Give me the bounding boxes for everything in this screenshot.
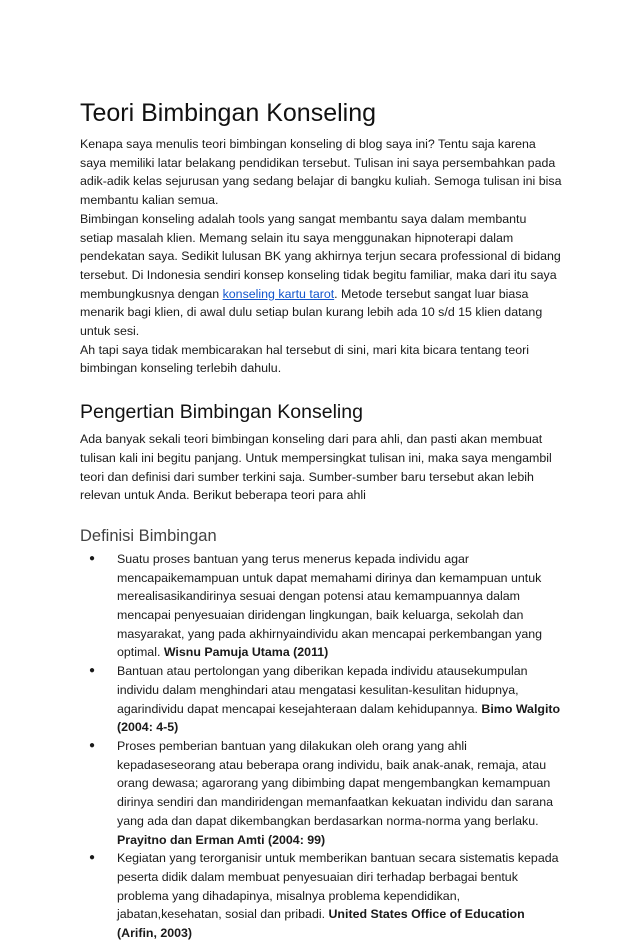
intro-paragraph-3: Ah tapi saya tidak membicarakan hal tersebut di sini, mari kita bicara tentang teori bimbingan konseling terlebih dahulu. — [80, 342, 530, 376]
definition-text: Bantuan atau pertolongan yang diberikan kepada individu atausekumpulan individu dalam menghindari atau mengatasi kesulitan-kesulitan hidupnya, agarindividu dapat mencapai kesejahteraan dalam kehidupannya. — [117, 664, 528, 716]
definition-text: Suatu proses bantuan yang terus menerus kepada individu agar mencapaikemampuan untuk dapat memahami dirinya dan kemampuan untuk merealisasikandirinya sesuai dengan potensi atau kemampuannya dalam mencapai penyesuaian diridengan lingkungan, baik keluarga, sekolah dan masyarakat, yang pada akhirnyaindividu akan mencapai perkembangan yang optimal. — [117, 551, 542, 660]
document-title: Teori Bimbingan Konseling — [80, 99, 377, 127]
definition-source: Bimo Walgito (2004: 4-5) — [117, 701, 561, 735]
definition-source: Prayitno dan Erman Amti (2004: 99) — [117, 832, 326, 847]
definition-item — [80, 737, 562, 849]
intro-paragraph-1: Kenapa saya menulis teori bimbingan konseling di blog saya ini? Tentu saja karena saya memiliki latar belakang pendidikan tersebut. Tulisan ini saya persembahkan pada adik-adik kelas sejurusan yang sedang belajar di bangku kuliah. Semoga tulisan ini bisa membantu kalian semua. — [80, 137, 562, 208]
bullet-icon: ● — [89, 852, 96, 864]
definition-item — [80, 849, 562, 943]
bullet-icon: ● — [89, 739, 96, 751]
definition-list — [80, 550, 562, 943]
intro-paragraph-2-start: Bimbingan konseling adalah tools yang sangat membantu saya dalam membantu setiap masalah klien. Memang selain itu saya menggunakan hipnoterapi dalam pendekatan saya. Sedikit lulusan BK yang akhirnya terjun secara professional di bidang tersebut. Di Indonesia sendiri konsep konseling tidak begitu familiar, maka dari itu saya membungkusnya dengan — [80, 211, 561, 301]
konseling-kartu-tarot-link[interactable]: konseling kartu tarot — [222, 286, 335, 301]
definition-text: Kegiatan yang terorganisir untuk memberikan bantuan secara sistematis kepada peserta didik dalam membuat penyesuaian diri terhadap berbagai bentuk problema yang dihadapinya, misalnya problema kependidikan, jabatan,kesehatan, sosial dan pribadi. — [117, 851, 559, 922]
bullet-icon: ● — [89, 665, 96, 677]
intro-paragraph-2-end: . Metode tersebut sangat luar biasa menarik bagi klien, di awal dulu setiap bulan kurang lebih ada 10 s/d 15 klien datang untuk sesi. — [80, 286, 543, 339]
document-content — [80, 98, 562, 943]
section-heading-definisi: Definisi Bimbingan — [80, 526, 217, 545]
definition-source: United States Office of Education (Arifin, 2003) — [117, 907, 525, 941]
bullet-icon: ● — [89, 552, 96, 564]
definition-item — [80, 550, 562, 662]
section-pengertian-text: Ada banyak sekali teori bimbingan konseling dari para ahli, dan pasti akan membuat tulisan kali ini begitu panjang. Untuk mempersingkat tulisan ini, maka saya mengambil teori dan definisi dari sumber terkini saja. Sumber-sumber baru tersebut akan lebih relevan untuk Anda. Berikut beberapa teori para ahli — [80, 432, 552, 503]
definition-text: Proses pemberian bantuan yang dilakukan oleh orang yang ahli kepadaseseorang atau beberapa orang individu, baik anak-anak, remaja, atau orang dewasa; agarorang yang dibimbing dapat mengembangkan kemampuan dirinya sendiri dan mandiridengan memanfaatkan kekuatan individu dan sarana yang ada dan dapat dikembangkan berdasarkan norma-norma yang berlaku. — [117, 738, 554, 828]
definition-item — [80, 662, 562, 737]
definition-source: Wisnu Pamuja Utama (2011) — [163, 645, 329, 660]
section-heading-pengertian: Pengertian Bimbingan Konseling — [80, 401, 363, 424]
intro-paragraph-2 — [80, 210, 562, 341]
